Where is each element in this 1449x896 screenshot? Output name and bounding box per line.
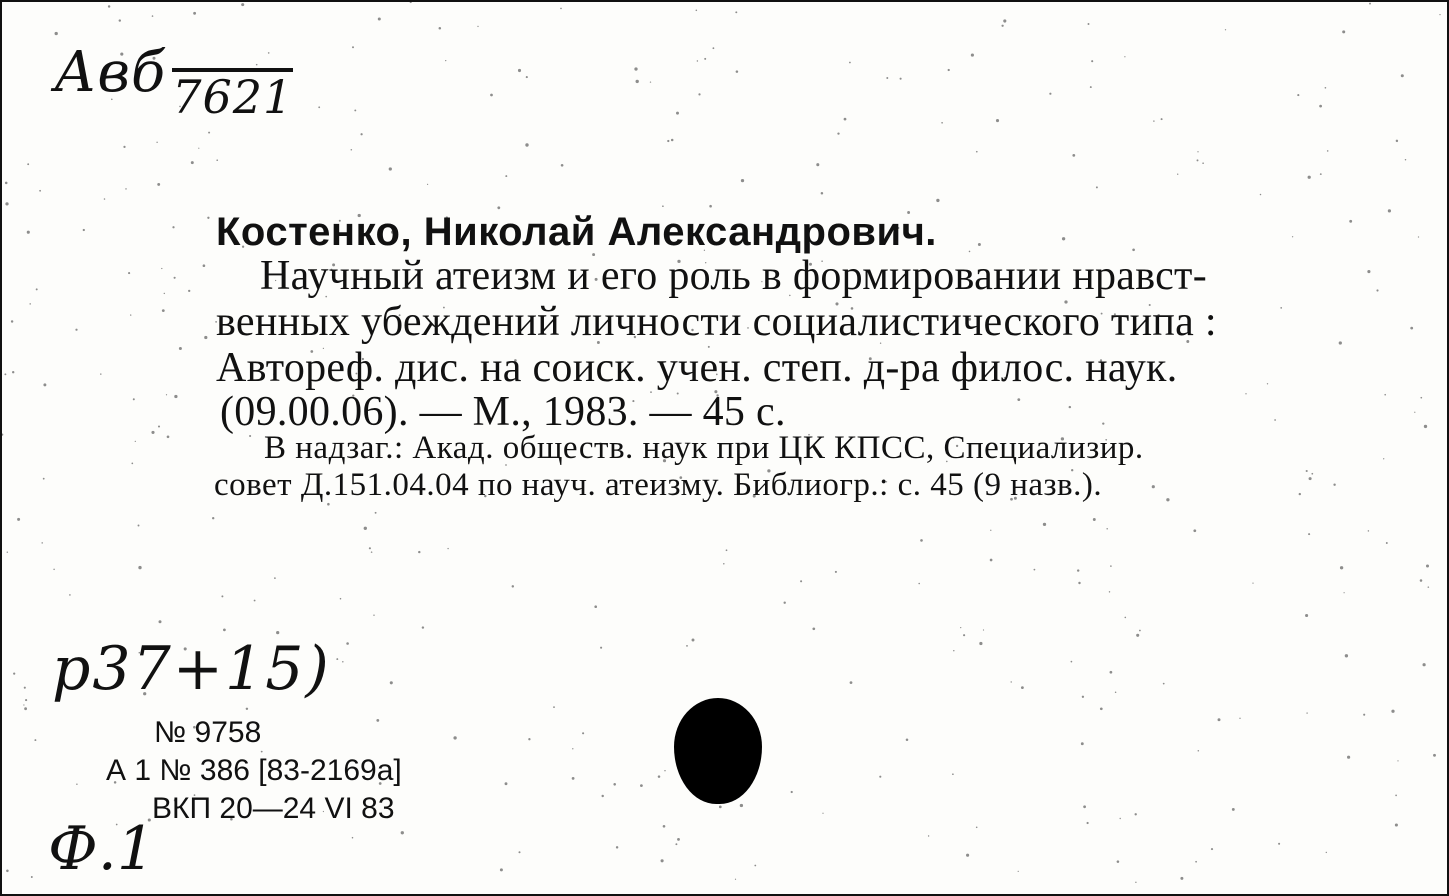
title-line-2: венных убеждений личности социалистического типа : xyxy=(216,299,1217,345)
title-line-4: (09.00.06). — М., 1983. — 45 с. xyxy=(220,389,786,435)
record-number: № 9758 xyxy=(154,716,262,749)
note-line-2: совет Д.151.04.04 по науч. атеизму. Библиогр.: с. 45 (9 назв.). xyxy=(214,467,1103,503)
title-line-1: Научный атеизм и его роль в формировании нравст- xyxy=(260,253,1207,299)
handwritten-call-number xyxy=(54,40,294,124)
title-line-3: Автореф. дис. на соиск. учен. степ. д-ра филос. наук. xyxy=(216,345,1178,391)
handwritten-fond-mark: Ф.1 xyxy=(48,814,156,884)
call-number-digits: 7621 xyxy=(172,70,294,124)
print-line: ВКП 20—24 VI 83 xyxy=(152,792,395,825)
punch-hole xyxy=(674,698,762,804)
handwritten-inventory-mark: р37+15) xyxy=(52,634,331,704)
call-number-prefix: Авб xyxy=(54,40,167,105)
register-line: А 1 № 386 [83-2169а] xyxy=(106,754,402,787)
author-heading: Костенко, Николай Александрович. xyxy=(216,210,937,254)
note-line-1: В надзаг.: Акад. обществ. наук при ЦК КПСС, Специализир. xyxy=(264,430,1144,466)
